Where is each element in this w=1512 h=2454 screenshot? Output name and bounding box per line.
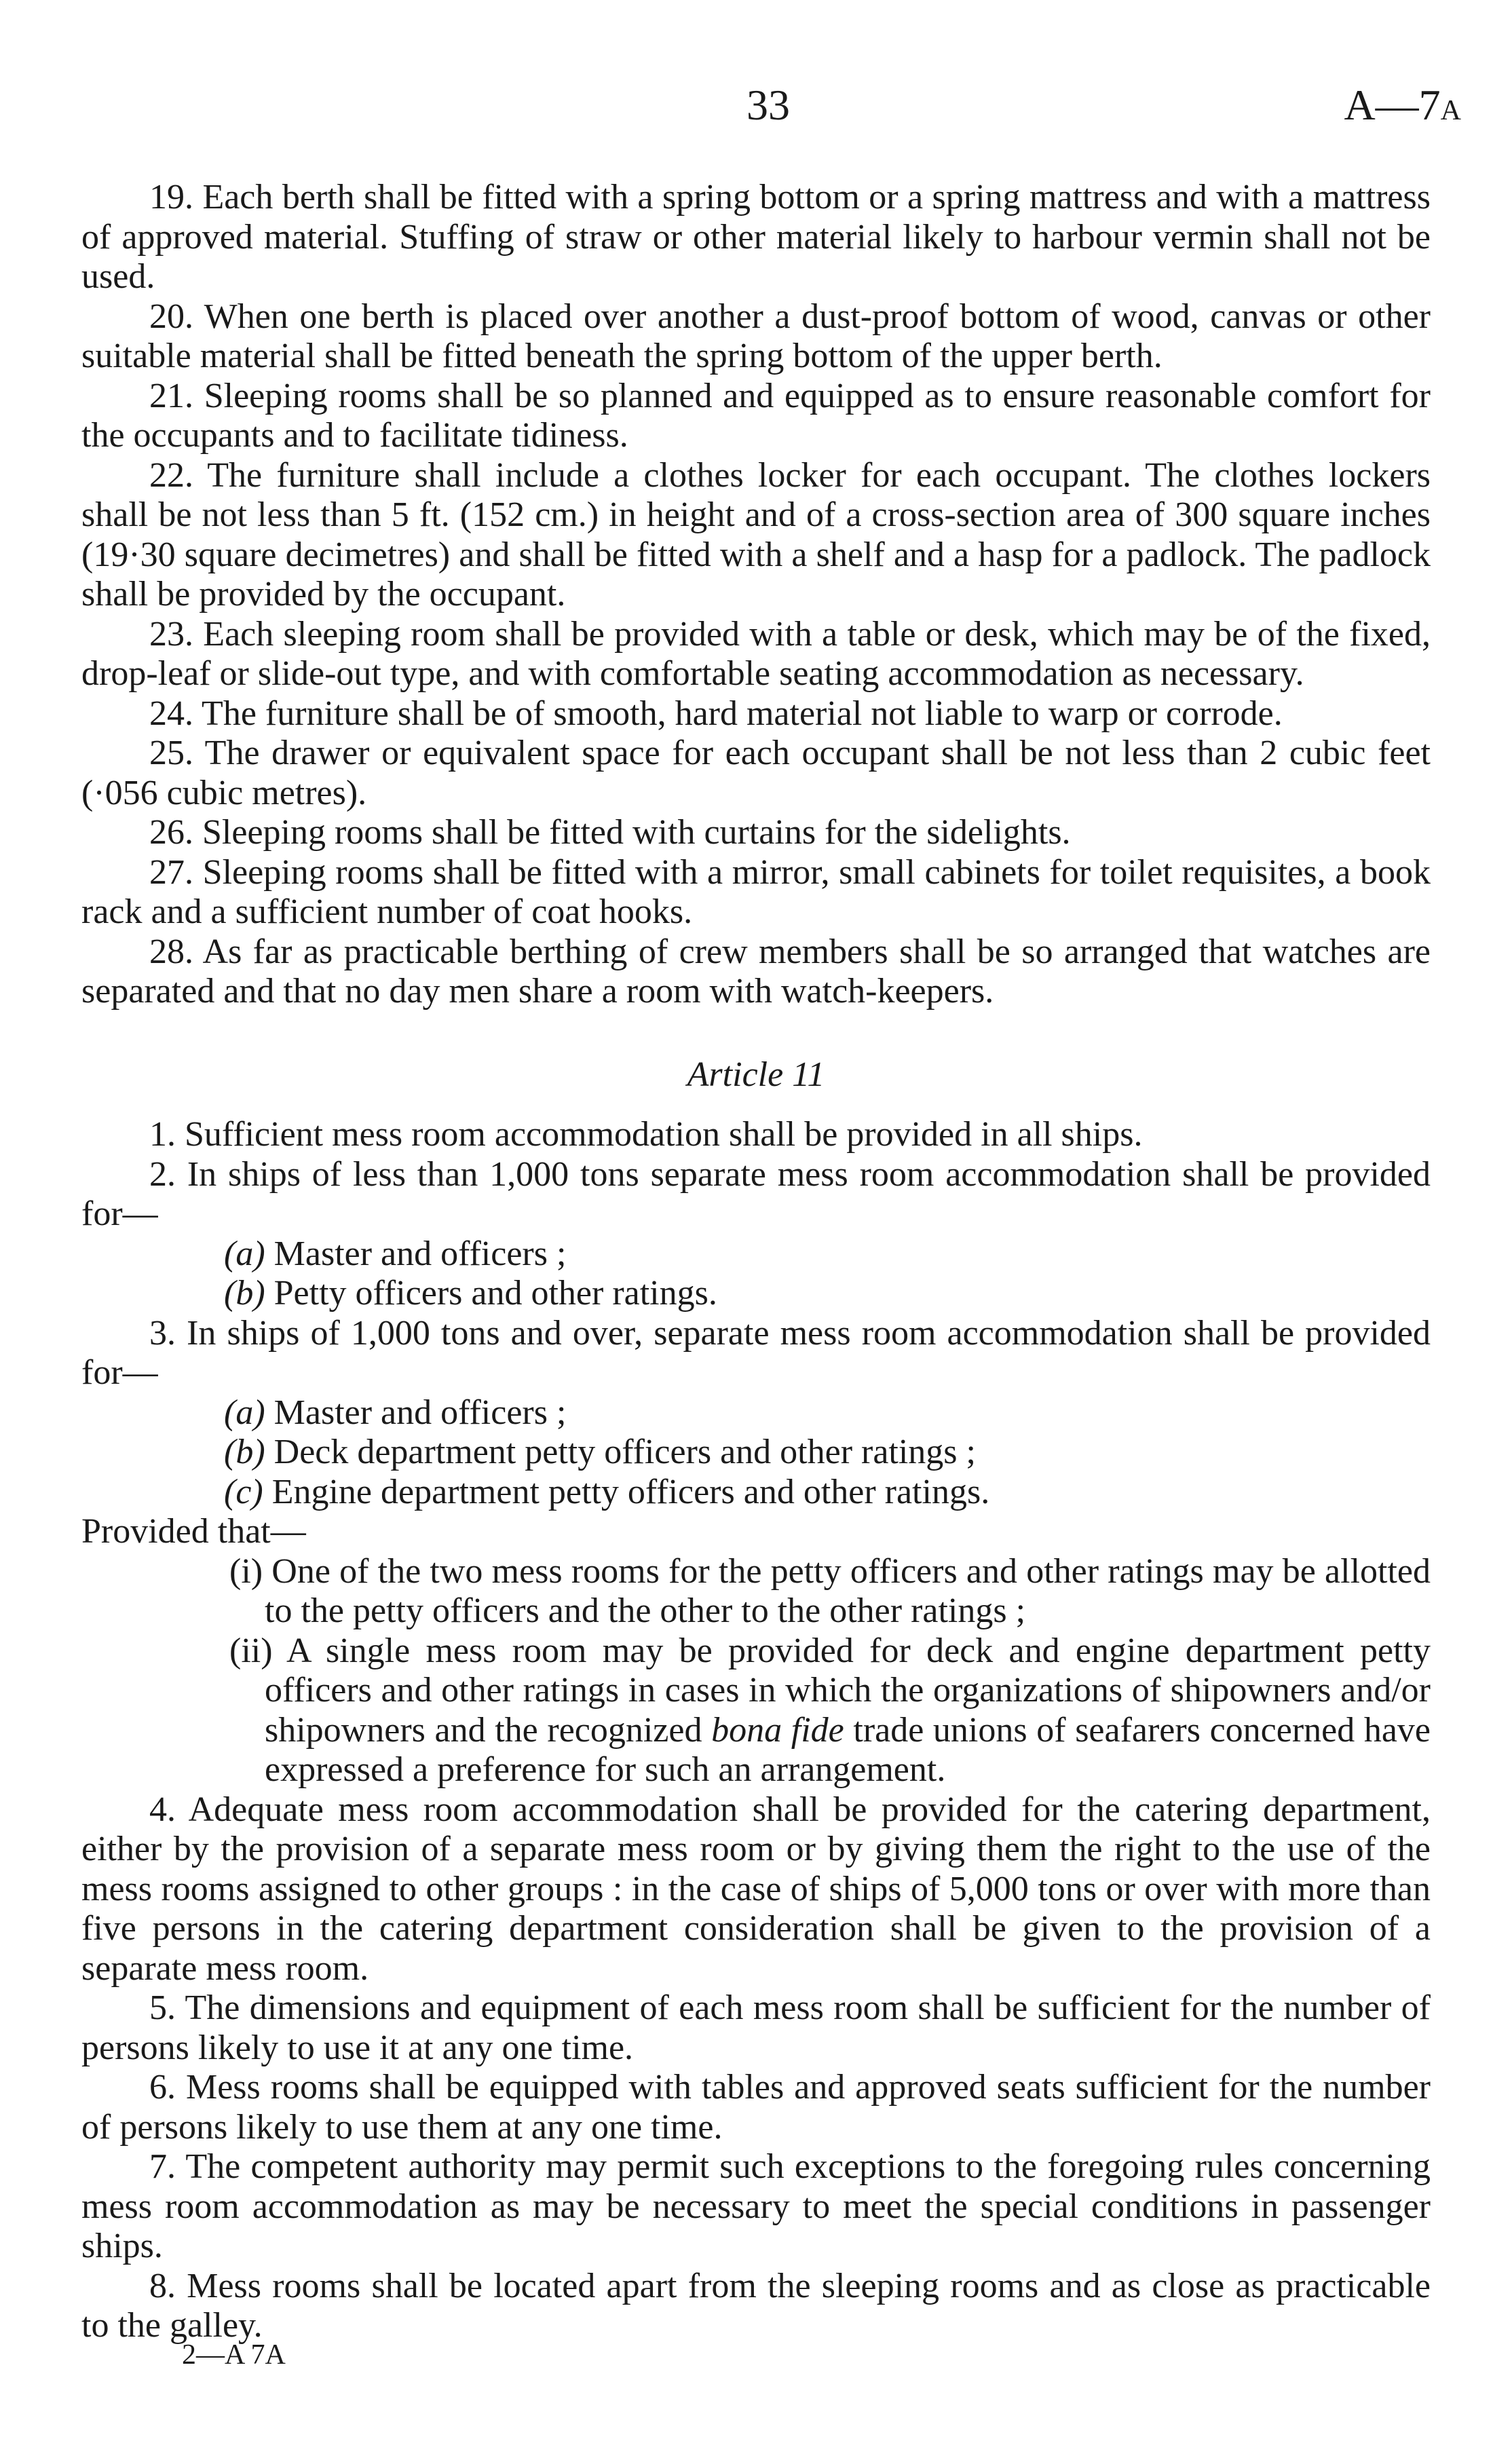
art11-p3-item-a: [81, 1393, 1431, 1433]
paragraph-21: 21. Sleeping rooms shall be so planned and equipped as to ensure reasonable comfort for the occupants and to facilitate tidiness.: [81, 376, 1431, 455]
proviso-label: Provided that—: [81, 1512, 306, 1551]
proviso-clause-i: (i) One of the two mess rooms for the petty officers and other ratings may be allotted to the petty officers and the other to the other ratings ;: [229, 1551, 1431, 1630]
document-reference-main: A—7: [1344, 81, 1441, 129]
paragraph-26: 26. Sleeping rooms shall be fitted with curtains for the sidelights.: [149, 813, 1071, 852]
proviso-clause-ii: [81, 1631, 1431, 1790]
art11-paragraph-6: 6. Mess rooms shall be equipped with tables and approved seats sufficient for the number of persons likely to use them at any one time.: [81, 2068, 1431, 2147]
art11-paragraph-1: 1. Sufficient mess room accommodation shall be provided in all ships.: [149, 1115, 1143, 1154]
proviso-ii-text-start: (ii) A single mess room may be provided for deck and engine department petty officers and other ratings in cases in which the organizations of shipowners and/or shipowners and the recognized: [229, 1631, 1431, 1750]
item-label: (b): [224, 1433, 265, 1471]
item-label: (b): [224, 1274, 265, 1313]
article-heading: Article 11: [687, 1055, 825, 1094]
art11-p3-item-b: [81, 1433, 1431, 1473]
paragraph-22: 22. The furniture shall include a clothes locker for each occupant. The clothes lockers shall be not less than 5 ft. (152 cm.) in height and of a cross-section area of 300 square inches (19·30 square decimetres) and shall be fitted with a shelf and a hasp for a padlock. The padlock shall be provided by the occupant.: [81, 455, 1431, 614]
art11-p3-item-c: [81, 1473, 1431, 1513]
page-number: 33: [746, 81, 790, 129]
art11-p2-item-a: [81, 1234, 1431, 1275]
art11-paragraph-2: 2. In ships of less than 1,000 tons separate mess room accommodation shall be provided for—: [81, 1154, 1431, 1233]
item-text: Deck department petty officers and other ratings ;: [273, 1433, 976, 1471]
document-reference-suffix: A: [1440, 95, 1461, 126]
paragraph-24: 24. The furniture shall be of smooth, hard material not liable to warp or corrode.: [149, 694, 1283, 733]
item-label: (c): [224, 1472, 263, 1511]
paragraph-25: 25. The drawer or equivalent space for each occupant shall be not less than 2 cubic feet (·056 cubic metres).: [81, 734, 1431, 812]
art11-p2-item-b: [81, 1274, 1431, 1314]
paragraph-28: 28. As far as practicable berthing of crew members shall be so arranged that watches are separated and that no day men share a room with watch-keepers.: [81, 932, 1431, 1011]
art11-paragraph-5: 5. The dimensions and equipment of each mess room shall be sufficient for the number of persons likely to use it at any one time.: [81, 1988, 1431, 2067]
document-reference: [1344, 80, 1461, 130]
art11-paragraph-4: 4. Adequate mess room accommodation shall be provided for the catering department, either by the provision of a separate mess room or by giving them the right to the use of the mess rooms assigned to other groups : in the case of ships of 5,000 tons or over with more than five persons in the catering department consideration shall be given to the provision of a separate mess room.: [81, 1790, 1431, 1988]
proviso-ii-italic: bona fide: [711, 1710, 844, 1750]
item-label: (a): [224, 1234, 265, 1273]
body-text: [81, 178, 1431, 2346]
art11-paragraph-7: 7. The competent authority may permit such exceptions to the foregoing rules concerning mess room accommodation as may be necessary to meet the special conditions in passenger ships.: [81, 2147, 1431, 2265]
paragraph-20: 20. When one berth is placed over another a dust-proof bottom of wood, canvas or other suitable material shall be fitted beneath the spring bottom of the upper berth.: [81, 297, 1431, 375]
footer-reference: 2—A 7A: [182, 2339, 286, 2371]
art11-paragraph-3: 3. In ships of 1,000 tons and over, separate mess room accommodation shall be provided for—: [81, 1313, 1431, 1392]
paragraph-23: 23. Each sleeping room shall be provided with a table or desk, which may be of the fixed, drop-leaf or slide-out type, and with comfortable seating accommodation as necessary.: [81, 614, 1431, 693]
paragraph-19: 19. Each berth shall be fitted with a spring bottom or a spring mattress and with a mattress of approved material. Stuffing of straw or other material likely to harbour vermin shall not be used.: [81, 178, 1431, 296]
paragraph-27: 27. Sleeping rooms shall be fitted with a mirror, small cabinets for toilet requisites, a book rack and a sufficient number of coat hooks.: [81, 852, 1431, 931]
item-text: Petty officers and other ratings.: [273, 1274, 717, 1313]
item-text: Engine department petty officers and other ratings.: [271, 1472, 990, 1511]
item-text: Master and officers ;: [273, 1234, 567, 1273]
art11-paragraph-8: 8. Mess rooms shall be located apart from the sleeping rooms and as close as practicable to the galley.: [81, 2266, 1431, 2345]
item-text: Master and officers ;: [273, 1393, 567, 1432]
item-label: (a): [224, 1393, 265, 1432]
proviso-ii-text-end: trade unions of seafarers concerned have expressed a preference for such an arrangement.: [265, 1710, 1431, 1789]
